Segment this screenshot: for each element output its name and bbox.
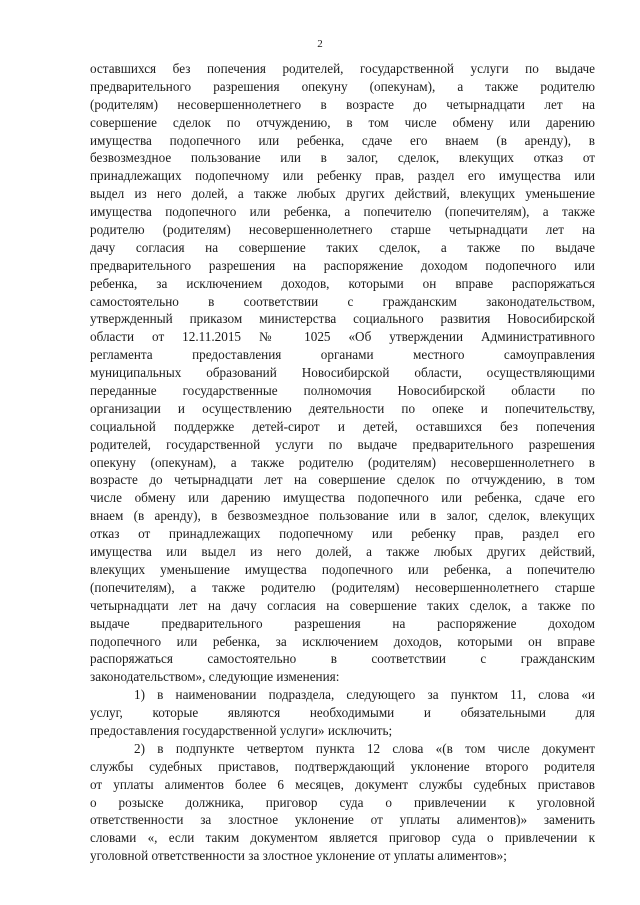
text-line: предварительного разрешения на распоряжение доходом подопечного или <box>90 257 595 273</box>
text-line: родителю (родителям) несовершеннолетнего старше четырнадцати лет на <box>90 222 595 238</box>
text-line: дачу согласия на совершение таких сделок, а также по выдаче <box>90 239 595 255</box>
text-line: предоставления государственной услуги» исключить; <box>90 722 393 738</box>
text-line: области от 12.11.2015 № 1025 «Об утверждении Административного <box>90 329 595 345</box>
text-line: словами «, если таким документом является приговор суда о привлечении к <box>90 830 595 846</box>
text-line: оставшихся без попечения родителей, государственной услуги по выдаче <box>90 61 595 76</box>
text-line: (родителям) несовершеннолетнего в возрасте до четырнадцати лет на <box>90 96 595 112</box>
paragraph-item-1 <box>90 686 595 740</box>
text-line: распоряжаться самостоятельно в соответствии с гражданским <box>90 651 595 667</box>
text-line: безвозмездное пользование или в залог, сделок, влекущих отказ от <box>90 150 595 166</box>
text-line: числе обмену или дарению имущества подопечного или ребенка, сдаче его <box>90 490 595 506</box>
text-line: опекуну (опекунам), а также родителю (родителям) несовершеннолетнего в <box>90 454 595 470</box>
text-line: организации и осуществлению деятельности по опеке и попечительству, <box>90 400 595 416</box>
text-line: утвержденный приказом министерства социального развития Новосибирской <box>90 311 595 327</box>
text-line: имущества подопечного или ребенка, сдаче его внаем (в аренду), в <box>90 132 595 148</box>
text-line: социальной поддержке детей-сирот и детей, оставшихся без попечения <box>90 418 595 434</box>
text-line: (попечителям), а также родителю (родителям) несовершеннолетнего старше <box>90 579 595 595</box>
text-line: переданные государственные полномочия Новосибирской области по <box>90 383 595 399</box>
text-line: четырнадцати лет на дачу согласия на совершение таких сделок, а также по <box>90 597 595 613</box>
text-line: регламента предоставления органами местного самоуправления <box>90 347 595 363</box>
text-line: имущества или выдел из него долей, а также любых других действий, <box>90 544 595 560</box>
text-line: имущества подопечного или ребенка, а попечителю (попечителям), а также <box>90 204 595 220</box>
text-line: самостоятельно в соответствии с гражданским законодательством, <box>90 293 595 309</box>
text-line: службы судебных приставов, подтверждающий уклонение второго родителя <box>90 758 595 774</box>
text-line: выдел из него долей, а также любых других действий, влекущих уменьшение <box>90 186 595 202</box>
text-line: услуг, которые являются необходимыми и обязательными для <box>90 705 595 721</box>
text-line: родителей, государственной услуги по выдаче предварительного разрешения <box>90 436 595 452</box>
text-line: уголовной ответственности за злостное уклонение от уплаты алиментов»; <box>90 848 507 864</box>
text-line: отказ от принадлежащих подопечному или ребенку прав, раздел его <box>90 526 595 542</box>
text-line: влекущих уменьшение имущества подопечного или ребенка, а попечителю <box>90 561 595 577</box>
text-line: выдаче предварительного разрешения на распоряжение доходом <box>90 615 595 631</box>
text-line: муниципальных образований Новосибирской области, осуществляющими <box>90 365 595 381</box>
text-line: о розыске должника, приговор суда о привлечении к уголовной <box>90 794 595 810</box>
text-line: совершение сделок по отчуждению, в том числе обмену или дарению <box>90 114 595 130</box>
text-line: 2) в подпункте четвертом пункта 12 слова «(в том числе документ <box>134 740 595 756</box>
paragraph-intro <box>90 60 595 686</box>
text-line: подопечного или ребенка, за исключением доходов, которыми он вправе <box>90 633 595 649</box>
paragraph-item-2 <box>90 740 595 865</box>
text-line: 1) в наименовании подраздела, следующего за пунктом 11, слова «и <box>134 687 595 703</box>
text-line: ответственности за злостное уклонение от уплаты алиментов)» заменить <box>90 812 595 828</box>
document-body <box>90 60 595 865</box>
text-line: принадлежащих подопечному или ребенку прав, раздел его имущества или <box>90 168 595 184</box>
text-line: возрасте до четырнадцати лет на совершение сделок по отчуждению, в том <box>90 472 595 488</box>
text-line: от уплаты алиментов более 6 месяцев, документ службы судебных приставов <box>90 776 595 792</box>
text-line: предварительного разрешения опекуну (опекунам), а также родителю <box>90 78 595 94</box>
text-line: законодательством», следующие изменения: <box>90 669 340 685</box>
text-line: внаем (в аренду), в безвозмездное пользование или в залог, сделок, влекущих <box>90 508 595 524</box>
text-line: ребенка, за исключением доходов, которыми он вправе распоряжаться <box>90 275 595 291</box>
page-number: 2 <box>317 38 323 50</box>
